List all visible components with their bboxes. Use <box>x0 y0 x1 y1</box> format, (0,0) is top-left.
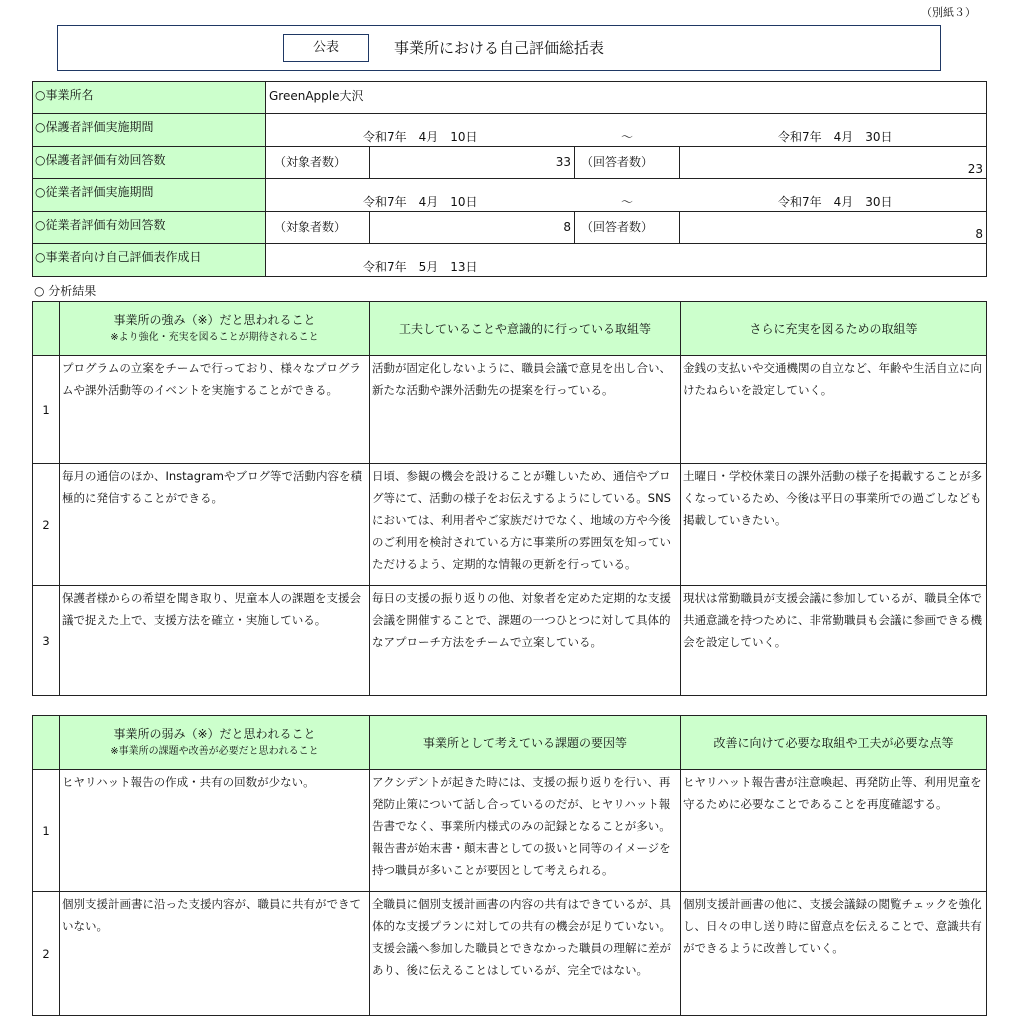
row-number: 3 <box>33 586 60 696</box>
strengths-col2-header: 工夫していることや意識的に行っている取組等 <box>370 302 681 356</box>
row-number: 2 <box>33 892 60 1016</box>
office-name: GreenApple大沢 <box>266 82 987 114</box>
staff-period-sep: ～ <box>621 195 634 209</box>
weaknesses-col1-title: 事業所の弱み（※）だと思われること <box>113 726 316 741</box>
weakness-text: ヒヤリハット報告の作成・共有の回数が少ない。 <box>60 770 370 892</box>
created-date-label: ○事業者向け自己評価表作成日 <box>33 244 266 277</box>
table-row <box>33 586 987 696</box>
info-table <box>32 81 987 277</box>
office-name-label: ○事業所名 <box>33 82 266 114</box>
strengths-num-header <box>33 302 60 356</box>
row-number: 2 <box>33 464 60 586</box>
strength-text: 保護者様からの希望を聞き取り、児童本人の課題を支援会議で捉えた上で、支援方法を確立・実施している。 <box>60 586 370 696</box>
weakness-improve-text: ヒヤリハット報告書が注意喚起、再発防止等、利用児童を守るために必要なことであることを再度確認する。 <box>681 770 987 892</box>
guardian-target-label: （対象者数） <box>266 147 370 179</box>
weaknesses-col1-header <box>60 716 370 770</box>
weakness-cause-text: 全職員に個別支援計画書の内容の共有はできているが、具体的な支援プランに対しての共有の機会が足りていない。 <box>372 897 671 933</box>
strengths-table <box>32 301 987 696</box>
strength-improve-text: 現状は常勤職員が支援会議に参加しているが、職員全体で共通意識を持つために、非常勤職員も会議に参画できる機会を設定していく。 <box>681 586 987 696</box>
document-title: 事業所における自己評価総括表 <box>394 39 605 57</box>
strength-effort-text: 活動が固定化しないように、職員会議で意見を出し合い、新たな活動や課外活動先の提案を行っている。 <box>370 356 681 464</box>
strength-effort-text: 日頃、参観の機会を設けることが難しいため、通信やブログ等にて、活動の様子をお伝えするようにしている。SNSにおいては、利用者やご家族だけでなく、地域の方や今後のご利用を検討されている方に事業所の雰囲気を知っていただけるよう、定期的な情報の更新を行っている。 <box>370 464 681 586</box>
guardian-period-sep: ～ <box>621 130 634 144</box>
strength-text: プログラムの立案をチームで行っており、様々なプログラムや課外活動等のイベントを実施することができる。 <box>60 356 370 464</box>
staff-target-label: （対象者数） <box>266 212 370 244</box>
weakness-improve-text: 個別支援計画書の他に、支援会議録の閲覧チェックを強化し、日々の申し送り時に留意点を伝えることで、意識共有ができるように改善していく。 <box>681 892 987 1016</box>
strength-improve-text: 金銭の支払いや交通機関の自立など、年齢や生活自立に向けたねらいを設定していく。 <box>681 356 987 464</box>
strength-improve-text: 土曜日・学校休業日の課外活動の様子を掲載することが多くなっているため、今後は平日の事業所での過ごしなども掲載していきたい。 <box>681 464 987 586</box>
staff-period-end: 令和7年 4月 30日 <box>778 195 893 209</box>
table-row <box>33 356 987 464</box>
strengths-col1-title: 事業所の強み（※）だと思われること <box>113 312 316 327</box>
created-date-cell <box>266 244 987 277</box>
table-row <box>33 892 987 1016</box>
created-date: 令和7年 5月 13日 <box>363 260 478 274</box>
weaknesses-num-header <box>33 716 60 770</box>
staff-respondent-count: 8 <box>680 212 987 244</box>
weaknesses-col3-header: 改善に向けて必要な取組や工夫が必要な点等 <box>681 716 987 770</box>
weakness-cause-cell <box>370 892 681 1016</box>
table-row <box>33 770 987 892</box>
title-box <box>57 25 941 71</box>
weaknesses-table <box>32 715 987 1016</box>
staff-period-label: ○従業者評価実施期間 <box>33 179 266 212</box>
strength-text: 毎月の通信のほか、Instagramやブログ等で活動内容を積極的に発信することができる。 <box>60 464 370 586</box>
guardian-period-start: 令和7年 4月 10日 <box>363 130 478 144</box>
analysis-label: ○ 分析結果 <box>34 284 97 298</box>
weaknesses-col2-header: 事業所として考えている課題の要因等 <box>370 716 681 770</box>
strengths-col3-header: さらに充実を図るための取組等 <box>681 302 987 356</box>
guardian-period <box>266 114 987 147</box>
weakness-cause-text: アクシデントが起きた時には、支援の振り返りを行い、再発防止策について話し合っているのだが、ヒヤリハット報告書でなく、事業所内様式のみの記録となることが多い。報告書が始末書・顛末書としての扱いと同等のイメージを持つ職員が多いことが要因として考えられる。 <box>370 770 681 892</box>
weakness-text: 個別支援計画書に沿った支援内容が、職員に共有ができていない。 <box>60 892 370 1016</box>
table-row <box>33 464 987 586</box>
staff-period-start: 令和7年 4月 10日 <box>363 195 478 209</box>
strengths-col1-subtitle: ※より強化・充実を図ることが期待されること <box>110 331 319 343</box>
weaknesses-col1-subtitle: ※事業所の課題や改善が必要だと思われること <box>110 745 319 757</box>
guardian-period-label: ○保護者評価実施期間 <box>33 114 266 147</box>
guardian-target-count: 33 <box>370 147 575 179</box>
staff-respondent-label: （回答者数） <box>575 212 680 244</box>
attachment-label: （別紙３） <box>921 6 976 19</box>
guardian-period-end: 令和7年 4月 30日 <box>778 130 893 144</box>
staff-target-count: 8 <box>370 212 575 244</box>
staff-count-label: ○従業者評価有効回答数 <box>33 212 266 244</box>
row-number: 1 <box>33 356 60 464</box>
guardian-count-label: ○保護者評価有効回答数 <box>33 147 266 179</box>
strength-effort-text: 毎日の支援の振り返りの他、対象者を定めた定期的な支援会議を開催することで、課題の一つひとつに対して具体的なアプローチ方法をチームで立案している。 <box>370 586 681 696</box>
strengths-col1-header <box>60 302 370 356</box>
staff-period <box>266 179 987 212</box>
guardian-respondent-label: （回答者数） <box>575 147 680 179</box>
row-number: 1 <box>33 770 60 892</box>
guardian-respondent-count: 23 <box>680 147 987 179</box>
public-label: 公表 <box>283 34 369 62</box>
weakness-cause-text-2: 支援会議へ参加した職員とできなかった職員の理解に差があり、後に伝えることはしているが、完全ではない。 <box>372 941 671 977</box>
